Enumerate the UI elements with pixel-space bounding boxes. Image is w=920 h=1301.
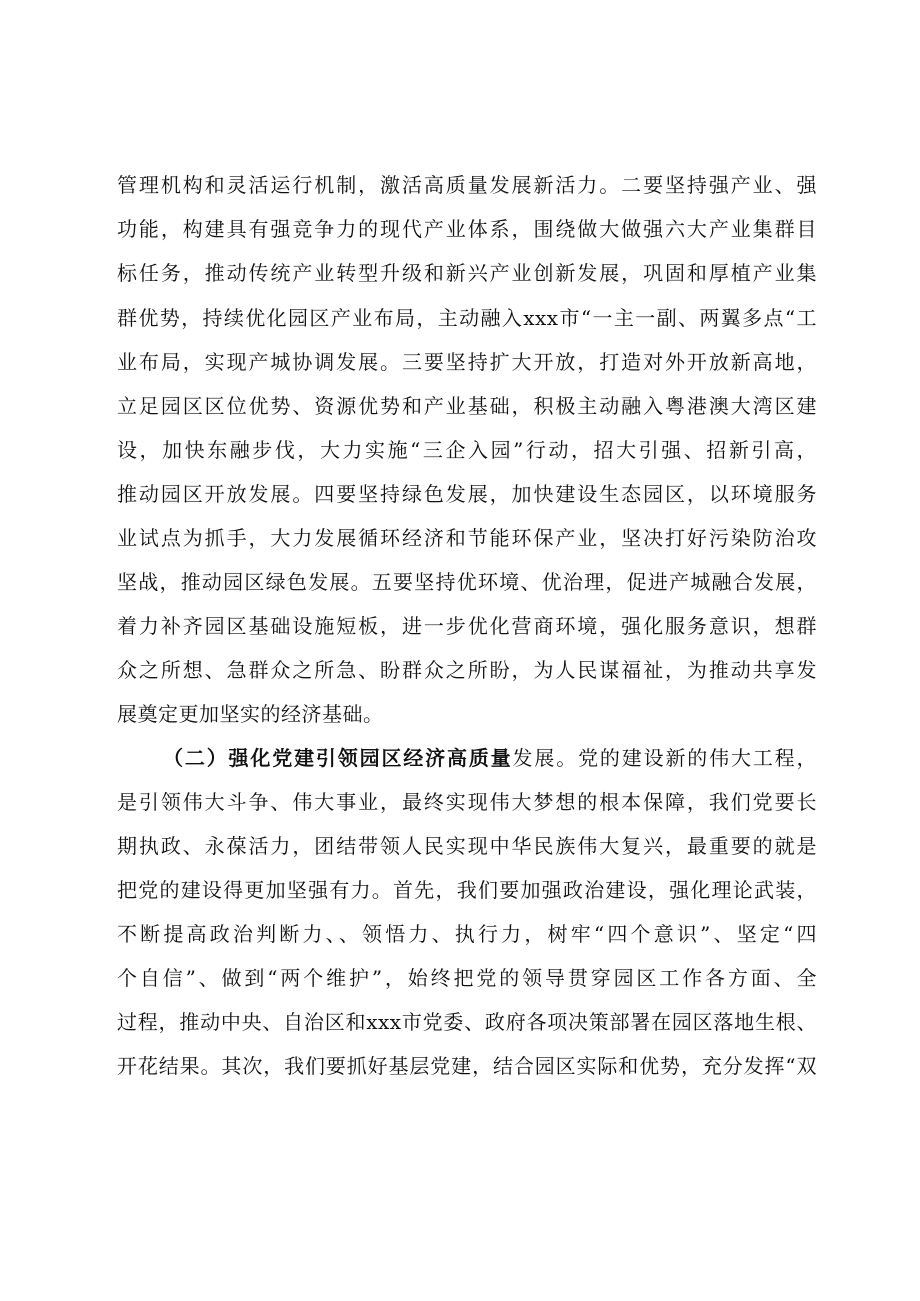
section-heading-rest: 发展。党的建设新的伟大工程， xyxy=(512,746,818,770)
text-line: 着力补齐园区基础设施短板，进一步优化营商环境，强化服务意识，想群 xyxy=(117,614,817,638)
text-line: 设，加快东融步伐，大力实施“三企入园”行动，招大引强、招新引高， xyxy=(117,438,817,462)
text-line: 管理机构和灵活运行机制，激活高质量发展新活力。二要坚持强产业、强 xyxy=(117,173,817,197)
text-line: 群优势，持续优化园区产业布局，主动融入xxx市“一主一副、两翼多点“工 xyxy=(117,306,817,330)
text-line: 标任务，推动传统产业转型升级和新兴产业创新发展，巩固和厚植产业集 xyxy=(117,261,817,285)
text-line: 把党的建设得更加坚强有力。首先，我们要加强政治建设，强化理论武装， xyxy=(117,878,817,902)
text-line: 开花结果。其次，我们要抓好基层党建，结合园区实际和优势，充分发挥“双 xyxy=(117,1054,817,1078)
text-line: 展奠定更加坚实的经济基础。 xyxy=(117,702,384,726)
text-line: 期执政、永葆活力，团结带领人民实现中华民族伟大复兴，最重要的就是 xyxy=(117,834,817,858)
text-line: 功能，构建具有强竞争力的现代产业体系，围绕做大做强六大产业集群目 xyxy=(117,217,817,241)
text-line: 业试点为抓手，大力发展循环经济和节能环保产业，坚决打好污染防治攻 xyxy=(117,526,817,550)
text-line: 过程，推动中央、自治区和xxx市党委、政府各项决策部署在园区落地生根、 xyxy=(117,1010,817,1034)
section-heading-line xyxy=(163,740,817,776)
text-line: 众之所想、急群众之所急、盼群众之所盼，为人民谋福祉，为推动共享发 xyxy=(117,658,817,682)
text-line: 坚战，推动园区绿色发展。五要坚持优环境、优治理，促进产城融合发展， xyxy=(117,570,817,594)
section-heading: （二）强化党建引领园区经济高质量 xyxy=(163,746,513,770)
text-line: 不断提高政治判断力、、领悟力、执行力，树牢“四个意识”、坚定“四 xyxy=(117,922,817,946)
text-line: 是引领伟大斗争、伟大事业，最终实现伟大梦想的根本保障，我们党要长 xyxy=(117,790,817,814)
text-line: 推动园区开放发展。四要坚持绿色发展，加快建设生态园区，以环境服务 xyxy=(117,482,817,506)
text-line: 立足园区区位优势、资源优势和产业基础，积极主动融入粤港澳大湾区建 xyxy=(117,394,817,418)
text-line: 业布局，实现产城协调发展。三要坚持扩大开放，打造对外开放新高地， xyxy=(117,350,817,374)
text-line: 个自信”、做到“两个维护”，始终把党的领导贯穿园区工作各方面、全 xyxy=(117,966,817,990)
